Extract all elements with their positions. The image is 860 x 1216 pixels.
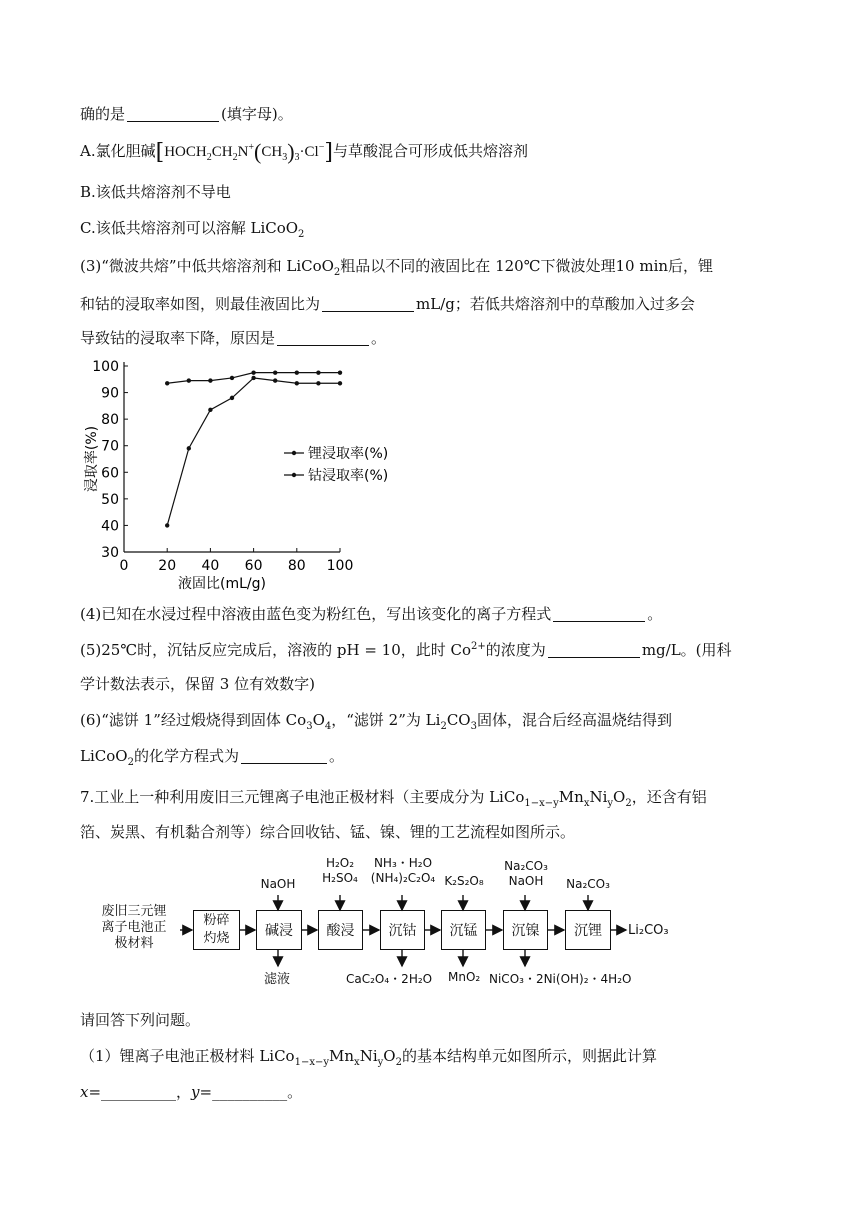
y-tick-label: 60 (101, 465, 119, 482)
y-tick-label: 30 (101, 545, 119, 561)
leaching-rate-chart (78, 352, 418, 592)
step-nickel-precipitation: 沉镍 (503, 910, 548, 950)
legend-marker (292, 451, 296, 455)
line-8: (4)已知在水浸过程中溶液由蓝色变为粉红色，写出该变化的离子方程式 。 (80, 605, 663, 623)
data-point (230, 376, 234, 380)
data-point (230, 396, 234, 400)
line-17: x=__________，y=__________。 (80, 1083, 303, 1101)
y-tick-label: 90 (101, 385, 119, 402)
data-point (316, 381, 320, 385)
data-point (187, 446, 191, 450)
start-material-label: 废旧三元锂 离子电池正 极材料 (101, 904, 167, 951)
answer-blank[interactable] (553, 621, 645, 622)
step-crush-roast: 粉碎 灼烧 (193, 910, 240, 950)
data-point (208, 378, 212, 382)
line-16: （1）锂离子电池正极材料 $LiCo_{1-x-y}Mn_xNi_yO_2$的基本结构单元如图所示，则据此计算 (80, 1047, 657, 1068)
legend-label: 钴浸取率(%) (308, 468, 389, 484)
output-filtrate: 滤液 (264, 972, 291, 987)
step-manganese-precipitation: 沉锰 (441, 910, 486, 950)
reagent-acid-leach: H₂O₂ H₂SO₄ (322, 856, 358, 885)
answer-blank[interactable] (322, 311, 414, 312)
line-3-option-b: B.该低共熔溶剂不导电 (80, 183, 231, 201)
y-tick-label: 70 (101, 438, 119, 455)
line-15: 请回答下列问题。 (80, 1011, 201, 1029)
line-4-option-c: C.该低共熔溶剂可以溶解 LiCoO$_2$ (80, 219, 305, 240)
reagent-nickel: Na₂CO₃ NaOH (504, 859, 548, 888)
line-13: 7.工业上一种利用废旧三元锂离子电池正极材料（主要成分为 $LiCo_{1-x-y}Mn_xNi_yO_2$，还含有铝 (80, 788, 707, 809)
output-nickel-salt: NiCO₃・2Ni(OH)₂・4H₂O (489, 972, 632, 986)
data-point (338, 370, 342, 374)
line-12: LiCoO$_2$的化学方程式为 。 (80, 747, 344, 768)
answer-blank[interactable] (241, 763, 327, 764)
line-14: 箔、炭黑、有机黏合剂等）综合回收钴、锰、镍、锂的工艺流程如图所示。 (80, 823, 576, 841)
data-point (273, 370, 277, 374)
reagent-cobalt: NH₃・H₂O (NH₄)₂C₂O₄ (370, 856, 436, 885)
step-cobalt-precipitation: 沉钴 (380, 910, 425, 950)
x-tick-label: 20 (158, 558, 177, 574)
line-1: 确的是 (填字母)。 (80, 105, 293, 123)
step-acid-leach: 酸浸 (318, 910, 363, 950)
line-6: 和钴的浸取率如图，则最佳液固比为 mL/g；若低共熔溶剂中的草酸加入过多会 (80, 295, 695, 313)
output-calcium-oxalate: CaC₂O₄・2H₂O (346, 972, 433, 986)
line-2-option-a: A.氯化胆碱$[HOCH_2CH_2N^+(CH_3)_3\cdot Cl^-]$与草酸混合可形成低共熔溶剂 (80, 139, 528, 165)
y-tick-label: 50 (101, 491, 119, 508)
step-alkali-leach: 碱浸 (256, 910, 302, 950)
y-tick-label: 40 (101, 518, 119, 535)
legend-label: 锂浸取率(%) (308, 446, 389, 462)
product-label: Li₂CO₃ (628, 923, 669, 938)
data-point (165, 381, 169, 385)
process-flow-diagram (0, 850, 860, 1000)
data-point (165, 523, 169, 527)
data-point (295, 370, 299, 374)
line-5: (3)“微波共熔”中低共熔溶剂和 LiCoO$_2$粗品以不同的液固比在 120℃下微波处理10 min后，锂 (80, 257, 714, 278)
x-axis-label: 液固比(mL/g) (178, 576, 266, 592)
data-point (295, 381, 299, 385)
x-tick-label: 60 (244, 558, 263, 574)
line-10: 学计数法表示，保留 3 位有效数字) (80, 675, 315, 693)
line-11: (6)“滤饼 1”经过煅烧得到固体 $Co_3O_4$，“滤饼 2”为 $Li_2CO_3$固体，混合后经高温烧结得到 (80, 711, 672, 732)
x-tick-label: 0 (119, 558, 129, 574)
y-axis-label: 浸取率(%) (84, 425, 100, 493)
answer-blank[interactable] (548, 657, 640, 658)
data-point (187, 378, 191, 382)
answer-blank[interactable] (277, 345, 369, 346)
y-tick-label: 100 (92, 359, 119, 375)
reagent-naoh: NaOH (260, 877, 296, 891)
data-point (338, 381, 342, 385)
step-lithium-precipitation: 沉锂 (565, 910, 611, 950)
reagent-persulfate: K₂S₂O₈ (444, 874, 484, 888)
data-point (273, 378, 277, 382)
x-tick-label: 80 (287, 558, 306, 574)
data-point (208, 408, 212, 412)
y-tick-label: 80 (101, 412, 119, 429)
line-9: (5)25℃时，沉钴反应完成后，溶液的 pH = 10，此时 $Co^{2+}$的浓度为 mg/L。(用科 (80, 641, 732, 659)
legend-marker (292, 473, 296, 477)
data-point (251, 370, 255, 374)
output-mno2: MnO₂ (448, 970, 481, 984)
data-point (316, 370, 320, 374)
answer-blank[interactable] (127, 121, 219, 122)
x-tick-label: 100 (326, 558, 354, 574)
x-tick-label: 40 (201, 558, 220, 574)
line-7: 导致钴的浸取率下降，原因是 。 (80, 329, 387, 347)
reagent-lithium: Na₂CO₃ (566, 877, 610, 891)
data-point (251, 376, 255, 380)
